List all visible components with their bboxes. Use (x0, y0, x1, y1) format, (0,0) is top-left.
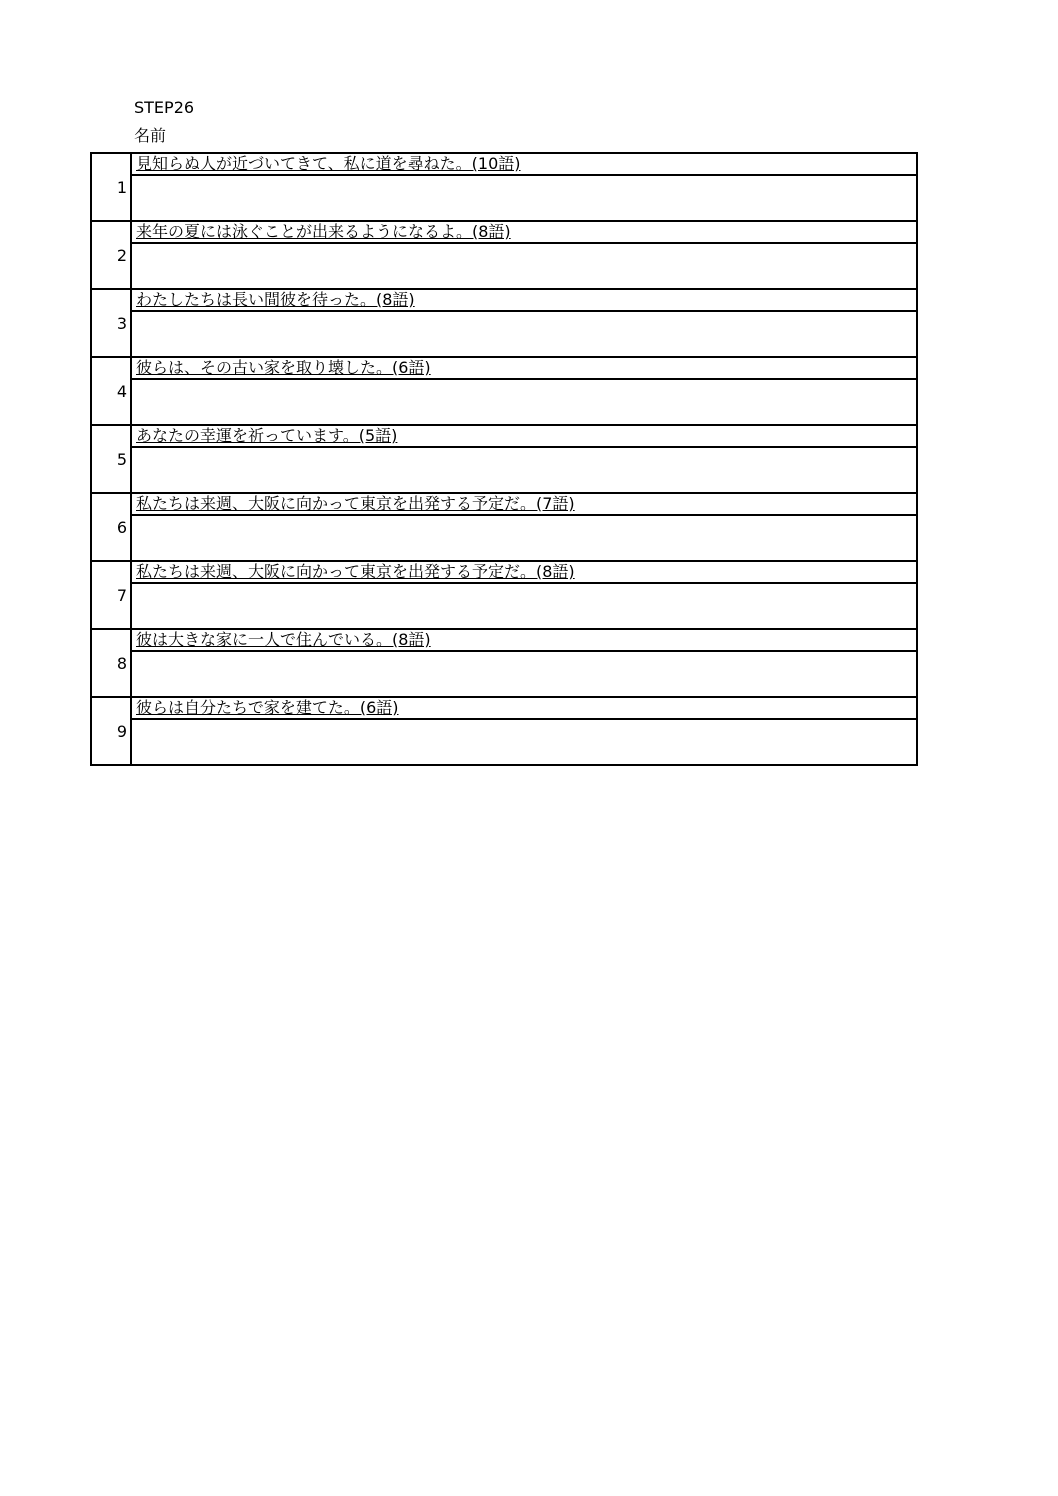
step-title: STEP26 (134, 98, 195, 117)
answer-row-3 (91, 311, 917, 357)
question-row-9 (91, 697, 917, 719)
answer-cell[interactable] (131, 583, 917, 629)
question-prompt (131, 629, 917, 651)
answer-cell[interactable] (131, 175, 917, 221)
question-number: 3 (91, 289, 131, 357)
question-row-8 (91, 629, 917, 651)
question-prompt-text: 彼らは、その古い家を取り壊した。(6語) (136, 358, 431, 377)
question-prompt-text: わたしたちは長い間彼を待った。(8語) (136, 290, 415, 309)
question-prompt (131, 153, 917, 175)
question-number: 4 (91, 357, 131, 425)
question-prompt (131, 357, 917, 379)
question-number: 7 (91, 561, 131, 629)
answer-row-9 (91, 719, 917, 765)
question-prompt-text: あなたの幸運を祈っています。(5語) (136, 426, 398, 445)
question-prompt-text: 私たちは来週、大阪に向かって東京を出発する予定だ。(8語) (136, 562, 575, 581)
answer-cell[interactable] (131, 447, 917, 493)
answer-cell[interactable] (131, 243, 917, 289)
question-prompt (131, 697, 917, 719)
question-prompt-text: 彼は大きな家に一人で住んでいる。(8語) (136, 630, 431, 649)
question-prompt (131, 493, 917, 515)
answer-row-2 (91, 243, 917, 289)
question-row-3 (91, 289, 917, 311)
answer-row-5 (91, 447, 917, 493)
question-prompt-text: 来年の夏には泳ぐことが出来るようになるよ。(8語) (136, 222, 511, 241)
question-number: 1 (91, 153, 131, 221)
question-prompt-text: 彼らは自分たちで家を建てた。(6語) (136, 698, 399, 717)
question-prompt-text: 見知らぬ人が近づいてきて、私に道を尋ねた。(10語) (136, 154, 521, 173)
worksheet-body (91, 153, 917, 765)
question-number: 8 (91, 629, 131, 697)
answer-cell[interactable] (131, 515, 917, 561)
question-prompt (131, 221, 917, 243)
question-row-5 (91, 425, 917, 447)
question-row-6 (91, 493, 917, 515)
answer-row-8 (91, 651, 917, 697)
question-number: 2 (91, 221, 131, 289)
answer-row-7 (91, 583, 917, 629)
question-prompt (131, 561, 917, 583)
question-number: 5 (91, 425, 131, 493)
question-number: 6 (91, 493, 131, 561)
question-prompt (131, 289, 917, 311)
question-row-2 (91, 221, 917, 243)
answer-cell[interactable] (131, 311, 917, 357)
answer-cell[interactable] (131, 719, 917, 765)
question-row-1 (91, 153, 917, 175)
question-number: 9 (91, 697, 131, 765)
answer-cell[interactable] (131, 651, 917, 697)
question-row-4 (91, 357, 917, 379)
answer-cell[interactable] (131, 379, 917, 425)
question-row-7 (91, 561, 917, 583)
question-prompt-text: 私たちは来週、大阪に向かって東京を出発する予定だ。(7語) (136, 494, 575, 513)
question-prompt (131, 425, 917, 447)
name-label: 名前 (134, 126, 167, 145)
answer-row-6 (91, 515, 917, 561)
worksheet-table (90, 152, 918, 766)
answer-row-4 (91, 379, 917, 425)
answer-row-1 (91, 175, 917, 221)
